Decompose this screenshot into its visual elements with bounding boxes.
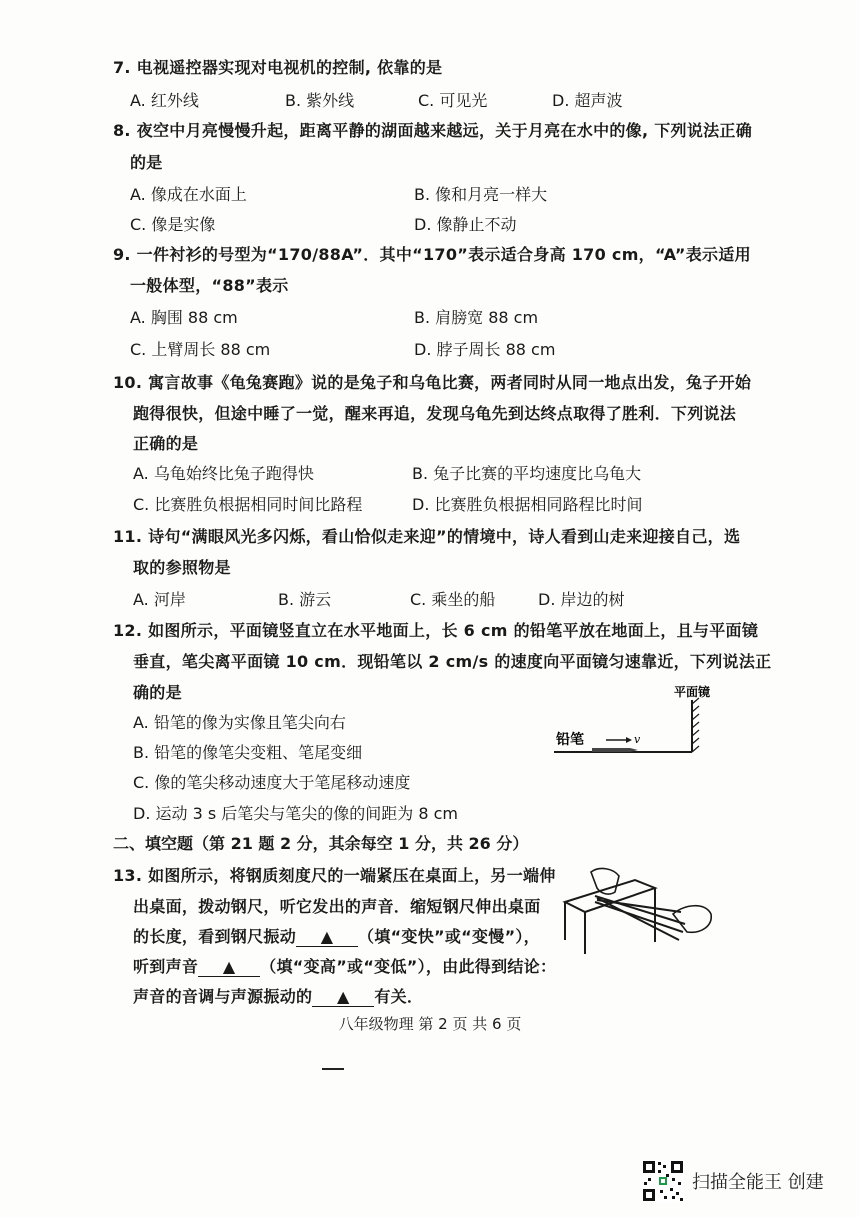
q8-stem-line2: 的是 [130, 153, 163, 172]
q12-stem-line2: 垂直，笔尖离平面镜 10 cm．现铅笔以 2 cm/s 的速度向平面镜匀速靠近，下列说法正 [133, 652, 772, 671]
q8-stem-line1: 8. 夜空中月亮慢慢升起，距离平静的湖面越来越远，关于月亮在水中的像, 下列说法正确 [113, 121, 753, 140]
q7-option-c: C. 可见光 [418, 91, 488, 110]
qr-code-icon [642, 1160, 684, 1202]
q9-option-c: C. 上臂周长 88 cm [130, 340, 271, 359]
q7-option-b: B. 紫外线 [285, 91, 355, 110]
q9-option-d: D. 脖子周长 88 cm [414, 340, 556, 359]
q13-blank-2[interactable]: ▲ [198, 957, 260, 977]
q10-option-d: D. 比赛胜负根据相同路程比时间 [412, 495, 643, 514]
q8-option-d: D. 像静止不动 [414, 215, 517, 234]
q10-stem-line2: 跑得很快，但途中睡了一觉，醒来再追，发现乌龟先到达终点取得了胜利．下列说法 [133, 404, 737, 423]
q13-line1: 13. 如图所示，将钢质刻度尺的一端紧压在桌面上，另一端伸 [113, 866, 556, 885]
q12-mirror-hatch [692, 698, 699, 752]
q13-line4 [133, 954, 556, 977]
q12-velocity-label: v [634, 733, 641, 746]
q12-option-c: C. 像的笔尖移动速度大于笔尾移动速度 [133, 773, 411, 792]
section2-heading: 二、填空题（第 21 题 2 分，其余每空 1 分，共 26 分） [113, 834, 529, 853]
q11-stem-line1: 11. 诗句“满眼风光多闪烁，看山恰似走来迎”的情境中，诗人看到山走来迎接自己，选 [113, 527, 741, 546]
q10-option-a: A. 乌龟始终比兔子跑得快 [133, 464, 314, 483]
q12-option-d: D. 运动 3 s 后笔尖与笔尖的像的间距为 8 cm [133, 804, 459, 823]
q13-line3-text-b: （填“变快”或“变慢”）， [358, 927, 540, 946]
q13-ruler [595, 896, 685, 940]
q9-stem-line1: 9. 一件衬衫的号型为“170/88A”．其中“170”表示适合身高 170 cm，“A”表示适用 [113, 245, 751, 264]
q12-option-a: A. 铅笔的像为实像且笔尖向右 [133, 713, 346, 732]
q10-stem-line1: 10. 寓言故事《龟兔赛跑》说的是兔子和乌龟比赛，两者同时从同一地点出发，兔子开始 [113, 373, 752, 392]
q12-stem-line1: 12. 如图所示，平面镜竖直立在水平地面上，长 6 cm 的铅笔平放在地面上，且与平面镜 [113, 621, 759, 640]
q13-line4-text-a: 听到声音 [133, 957, 199, 976]
q13-line5 [133, 984, 423, 1007]
q10-stem-line3: 正确的是 [133, 434, 199, 453]
q13-blank-1[interactable]: ▲ [296, 927, 358, 947]
q9-option-a: A. 胸围 88 cm [130, 308, 238, 327]
q11-stem-line2: 取的参照物是 [133, 558, 231, 577]
q13-line5-text-a: 声音的音调与声源振动的 [133, 987, 313, 1006]
q13-line2: 出桌面，拨动钢尺，听它发出的声音．缩短钢尺伸出桌面 [133, 897, 541, 916]
q11-option-a: A. 河岸 [133, 590, 186, 609]
q8-option-a: A. 像成在水面上 [130, 185, 247, 204]
q8-option-b: B. 像和月亮一样大 [414, 185, 548, 204]
q9-stem-line2: 一般体型，“88”表示 [130, 276, 289, 295]
q11-option-b: B. 游云 [278, 590, 332, 609]
q11-option-c: C. 乘坐的船 [410, 590, 496, 609]
q7-option-d: D. 超声波 [552, 91, 623, 110]
scanner-watermark-text: 扫描全能王 创建 [692, 1172, 824, 1193]
q10-option-b: B. 兔子比赛的平均速度比乌龟大 [412, 464, 642, 483]
q9-option-b: B. 肩膀宽 88 cm [414, 308, 539, 327]
q12-arrowhead [626, 737, 632, 743]
q12-pencil-label: 铅笔 [556, 732, 584, 748]
q12-figure [552, 682, 732, 764]
q12-pencil [592, 748, 638, 752]
q13-line3 [133, 924, 540, 947]
q13-figure [555, 862, 715, 962]
q13-blank-3[interactable]: ▲ [312, 987, 374, 1007]
q12-mirror-label: 平面镜 [674, 685, 711, 699]
q12-stem-line3: 确的是 [133, 683, 182, 702]
q13-line5-text-b: 有关． [374, 987, 424, 1006]
q13-right-hand [673, 906, 711, 933]
q12-option-b: B. 铅笔的像笔尖变粗、笔尾变细 [133, 743, 363, 762]
q8-option-c: C. 像是实像 [130, 215, 216, 234]
scan-mark [322, 1068, 344, 1070]
q10-option-c: C. 比赛胜负根据相同时间比路程 [133, 495, 363, 514]
q13-line4-text-b: （填“变高”或“变低”），由此得到结论： [260, 957, 557, 976]
scanner-watermark [642, 1160, 824, 1202]
q7-option-a: A. 红外线 [130, 91, 199, 110]
q7-stem: 7. 电视遥控器实现对电视机的控制, 依靠的是 [113, 58, 443, 77]
q13-line3-text-a: 的长度，看到钢尺振动 [133, 927, 297, 946]
q11-option-d: D. 岸边的树 [538, 590, 625, 609]
page-footer: 八年级物理 第 2 页 共 6 页 [338, 1015, 522, 1033]
